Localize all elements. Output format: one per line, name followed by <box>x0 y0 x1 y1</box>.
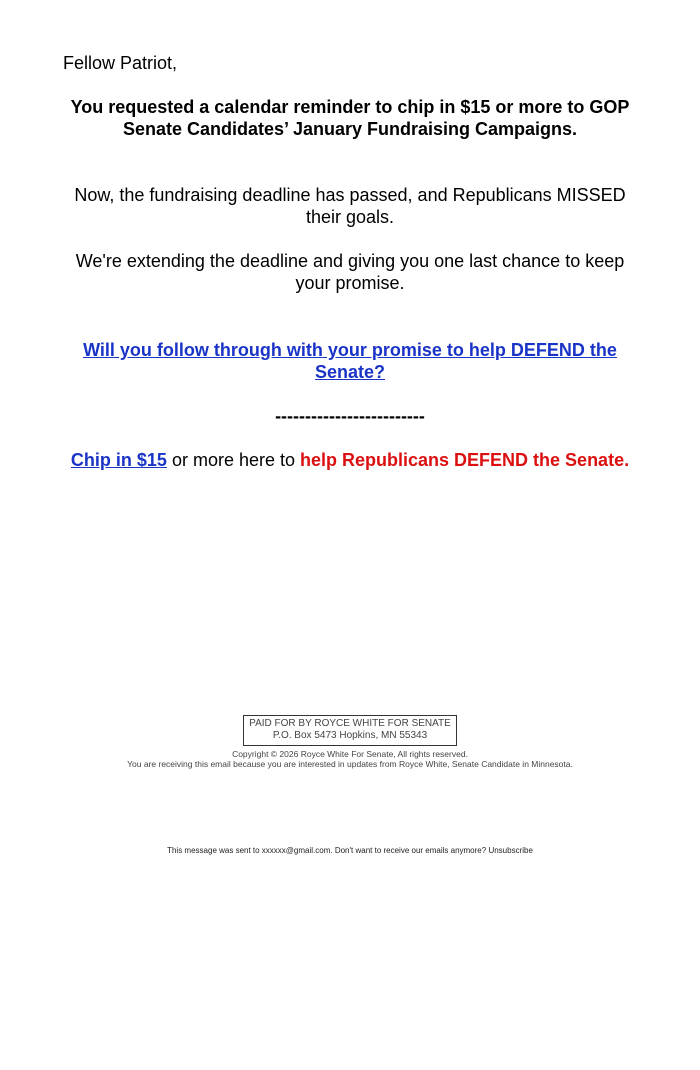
unsubscribe-link[interactable]: Unsubscribe <box>488 846 533 855</box>
address-line: P.O. Box 5473 Hopkins, MN 55343 <box>272 730 428 741</box>
sent-to-line <box>0 846 700 855</box>
paid-for-box <box>243 715 457 746</box>
chip-in-line <box>62 449 638 471</box>
greeting: Fellow Patriot, <box>63 53 178 73</box>
chip-in-link[interactable]: Chip in $15 <box>70 450 167 470</box>
footer <box>0 715 700 769</box>
divider: ------------------------- <box>275 406 425 426</box>
paragraph-deadline: Now, the fundraising deadline has passed, and Republicans MISSED their goals. <box>74 185 626 227</box>
paid-for-line: PAID FOR BY ROYCE WHITE FOR SENATE <box>249 718 451 729</box>
paragraph-extension: We're extending the deadline and giving you one last chance to keep your promise. <box>75 251 625 293</box>
defend-senate-red-text: help Republicans DEFEND the Senate. <box>300 450 630 470</box>
copyright: Copyright © 2026 Royce White For Senate, All rights reserved. <box>232 749 468 759</box>
chip-in-text: or more here to <box>166 450 301 470</box>
subscription-reason: You are receiving this email because you are interested in updates from Royce White, Senate Candidate in Minnesota. <box>127 759 573 769</box>
headline: You requested a calendar reminder to chip in $15 or more to GOP Senate Candidates’ January Fundraising Campaigns. <box>70 97 630 139</box>
defend-senate-link[interactable]: Will you follow through with your promise to help DEFEND the Senate? <box>83 340 617 382</box>
sent-to-text: This message was sent to xxxxxx@gmail.com. Don't want to receive our emails anymore? <box>167 846 487 855</box>
